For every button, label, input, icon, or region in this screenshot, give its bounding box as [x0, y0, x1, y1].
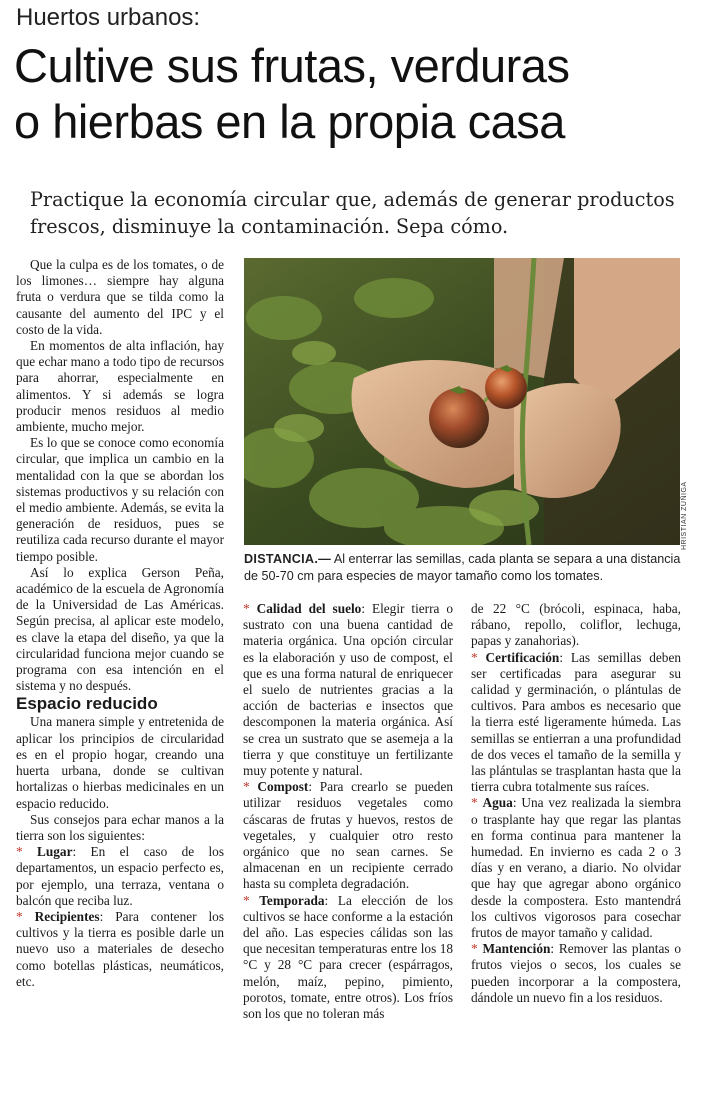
paragraph: Es lo que se conoce como economía circular, que implica un cambio en la mentalidad con la que se abordan los sistemas productivos y su relación con el medio ambiente. Además, se evita la generación de residuos, pues se reutiliza cada recurso durante el mayor tiempo posible.	[16, 435, 224, 564]
headline-line-2: o hierbas en la propia casa	[14, 95, 565, 148]
article-column-2	[243, 601, 453, 1022]
bullet-star: *	[243, 601, 250, 616]
bullet-star: *	[471, 649, 478, 665]
tip-label: Agua	[482, 795, 513, 811]
tip-temporada	[243, 893, 453, 1023]
tip-text: : En el caso de los departamentos, un espacio perfecto es, por ejemplo, una terraza, ventana o balcón que reciba luz.	[16, 844, 224, 908]
paragraph-continued: de 22 °C (brócoli, espinaca, haba, rábano, repollo, coliflor, lechuga, papas y zanahorias).	[471, 601, 681, 649]
tip-mantencion	[471, 941, 681, 1006]
paragraph: Una manera simple y entretenida de aplicar los principios de circularidad es en el propio hogar, creando una huerta urbana, donde se cultivan hortalizas o hierbas medicinales en un espacio reducido.	[16, 714, 224, 811]
tip-label: Recipientes	[34, 908, 100, 924]
tip-agua	[471, 795, 681, 941]
headline-line-1: Cultive sus frutas, verduras	[14, 39, 570, 92]
caption-text: Al enterrar las semillas, cada planta se separa a una distancia de 50-70 cm para especies de mayor tamaño como los tomates.	[244, 552, 681, 583]
tip-label: Certificación	[485, 649, 560, 665]
section-kicker: Huertos urbanos:	[16, 4, 201, 31]
paragraph: Así lo explica Gerson Peña, académico de la escuela de Agronomía de la Universidad de Las Américas. Según precisa, al aplicar este modelo, es clave la etapa del diseño, ya que la circularidad funciona mejor cuando se programa con esa intención en el sistema y no después.	[16, 564, 224, 694]
article-deck: Practique la economía circular que, además de generar productos frescos, disminuye la contaminación. Sepa cómo.	[30, 188, 675, 238]
bullet-star: *	[243, 892, 250, 908]
tip-text: : Para crearlo se pueden utilizar residuos vegetales como cáscaras de frutas y huevos, restos de vegetales, y cualquier otro resto orgánico que no sean carnes. Se almacenan en un recipiente cerrado hasta su completa degradación.	[243, 779, 453, 892]
photo-credit: HRISTIAN ZÚÑIGA	[681, 481, 688, 550]
tip-label: Temporada	[259, 892, 325, 908]
tip-lugar	[16, 844, 224, 909]
tip-label: Calidad del suelo	[256, 601, 362, 616]
article-photo	[244, 258, 680, 545]
tip-calidad-suelo	[243, 601, 453, 779]
bullet-star: *	[243, 779, 250, 795]
tomato-hands-photo	[244, 258, 680, 545]
tip-recipientes	[16, 909, 224, 990]
tip-label: Compost	[257, 779, 309, 795]
tip-label: Mantención	[482, 941, 551, 957]
paragraph: Sus consejos para echar manos a la tierra son los siguientes:	[16, 811, 224, 843]
tip-text: : Las semillas deben ser certificadas para asegurar su calidad y germinación, o plántulas de cultivos. Para ambos es necesario que la tierra esté ligeramente húmeda. Las semillas se entierran a una profundidad de dos veces el tamaño de la semilla y las plántulas se trasplantan hasta que la tierra cubra totalmente sus raíces.	[471, 649, 681, 795]
caption-label: DISTANCIA.—	[244, 552, 332, 566]
tip-text: : La elección de los cultivos se hace conforme a la estación del año. Las especies cálidas son las que necesitan temperaturas entre los 18 °C y 28 °C para crecer (espárragos, melón, maíz, pepino, pimiento, porotos, tomate, entre otros). Los fríos son los que no toleran más	[243, 892, 453, 1022]
bullet-star: *	[471, 795, 478, 811]
tip-compost	[243, 779, 453, 892]
article-column-1	[16, 257, 224, 990]
paragraph: En momentos de alta inflación, hay que echar mano a todo tipo de recursos para ahorrar, especialmente en alimentos. Y si además se logra producir menos residuos al medio ambiente, mucho mejor.	[16, 338, 224, 435]
paragraph: Que la culpa es de los tomates, o de los limones… siempre hay alguna fruta o verdura que se tilda como la causante del aumento del IPC y el costo de la vida.	[16, 257, 224, 337]
tip-text: : Una vez realizada la siembra o trasplante hay que regar las plantas en forma continua para mantener la humedad. En invierno es cada 2 o 3 días y en verano, a diario. No olvidar que hay que agregar abono orgánico desde la compostera. Esto mantendrá los cultivos vigorosos para cosechar frutos de mayor tamaño y calidad.	[471, 795, 681, 941]
article-column-3	[471, 601, 681, 1006]
tip-label: Lugar	[37, 844, 73, 860]
tip-text: : Elegir tierra o sustrato con una buena cantidad de materia orgánica. Una opción circular es la elaboración y uso de compost, el que es una forma natural de enriquecer el suelo de nutrientes gracias a la acción de bacterias e insectos que descomponen la materia orgánica. Así se crea un sustrato que se asemeja a la tierra y que constituye un fertilizante muy potente y natural.	[243, 601, 454, 779]
photo-caption	[244, 551, 684, 585]
bullet-star: *	[471, 941, 478, 957]
tip-text: : Remover las plantas o frutos viejos o secos, los cuales se pueden incorporar a la compostera, dándole un nuevo fin a los residuos.	[471, 941, 681, 1005]
tip-text: : Para contener los cultivos y la tierra es posible darle un nuevo uso a materiales de desecho como botellas plásticas, neumáticos, etc.	[16, 908, 224, 989]
bullet-star: *	[16, 844, 23, 860]
tip-certificacion	[471, 650, 681, 796]
subheading-espacio-reducido: Espacio reducido	[16, 694, 158, 714]
bullet-star: *	[16, 908, 23, 924]
article-headline	[14, 38, 694, 150]
